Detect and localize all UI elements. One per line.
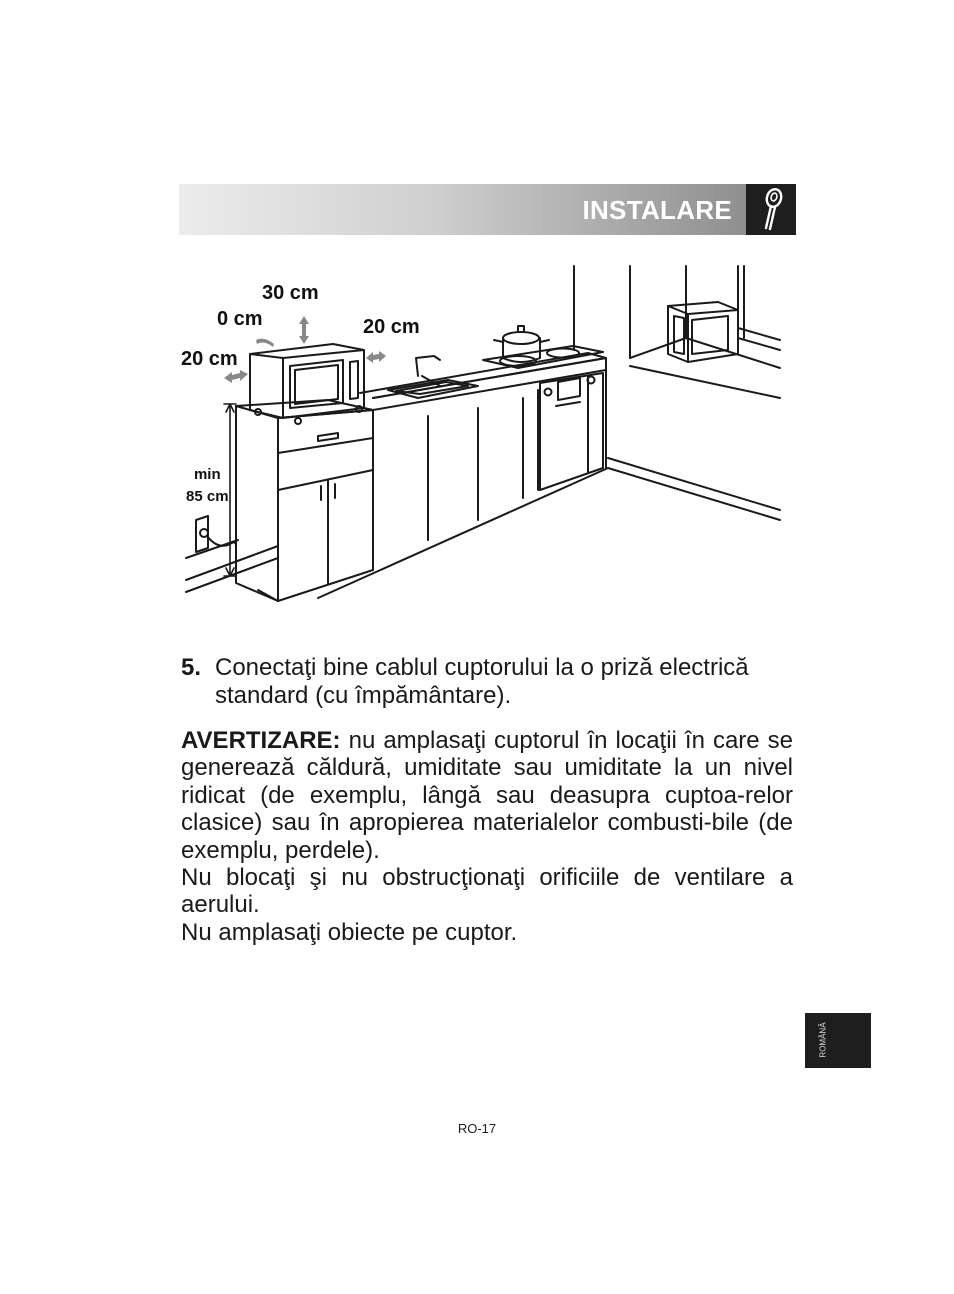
- warning-objects: Nu amplasaţi obiecte pe cuptor.: [181, 918, 518, 946]
- installation-illustration: [178, 258, 790, 603]
- step-text: Conectaţi bine cablul cuptorului la o priză electrică standard (cu împământare).: [215, 654, 749, 709]
- page-number: RO-17: [457, 1121, 497, 1136]
- warning-text: nu amplasaţi cuptorul în locaţii în care se generează căldură, umiditate sau umiditate la un nivel ridicat (de exemplu, lângă sau deasupra cuptoa-relor clasice) sau în apropierea materialelor combusti-bile (de exemplu, perdele).: [181, 727, 793, 864]
- min-height-label: [186, 464, 229, 508]
- language-label: ROMÂNĂ: [818, 1022, 828, 1058]
- section-title: INSTALARE: [582, 195, 732, 225]
- header-icon-box: [746, 184, 796, 235]
- right-clearance-label: 20 cm: [363, 316, 420, 338]
- left-clearance-label: 20 cm: [181, 348, 238, 370]
- step-5: [181, 654, 793, 710]
- warning-lead: AVERTIZARE:: [181, 727, 341, 754]
- warning-vents: Nu blocaţi şi nu obstrucţionaţi orificiile de ventilare a aerului.: [181, 864, 793, 919]
- back-clearance-label: 0 cm: [217, 308, 263, 330]
- step-number: 5.: [181, 654, 202, 681]
- top-clearance-label: 30 cm: [262, 282, 319, 304]
- warning-paragraph: [181, 727, 793, 864]
- wrench-icon: [746, 184, 796, 235]
- language-tab: [805, 1013, 871, 1068]
- min-height-value: 85 cm: [186, 488, 229, 505]
- warning-block: [181, 727, 793, 946]
- kitchen-drawing: [178, 258, 790, 603]
- min-word: min: [193, 466, 221, 483]
- section-header: [179, 184, 746, 235]
